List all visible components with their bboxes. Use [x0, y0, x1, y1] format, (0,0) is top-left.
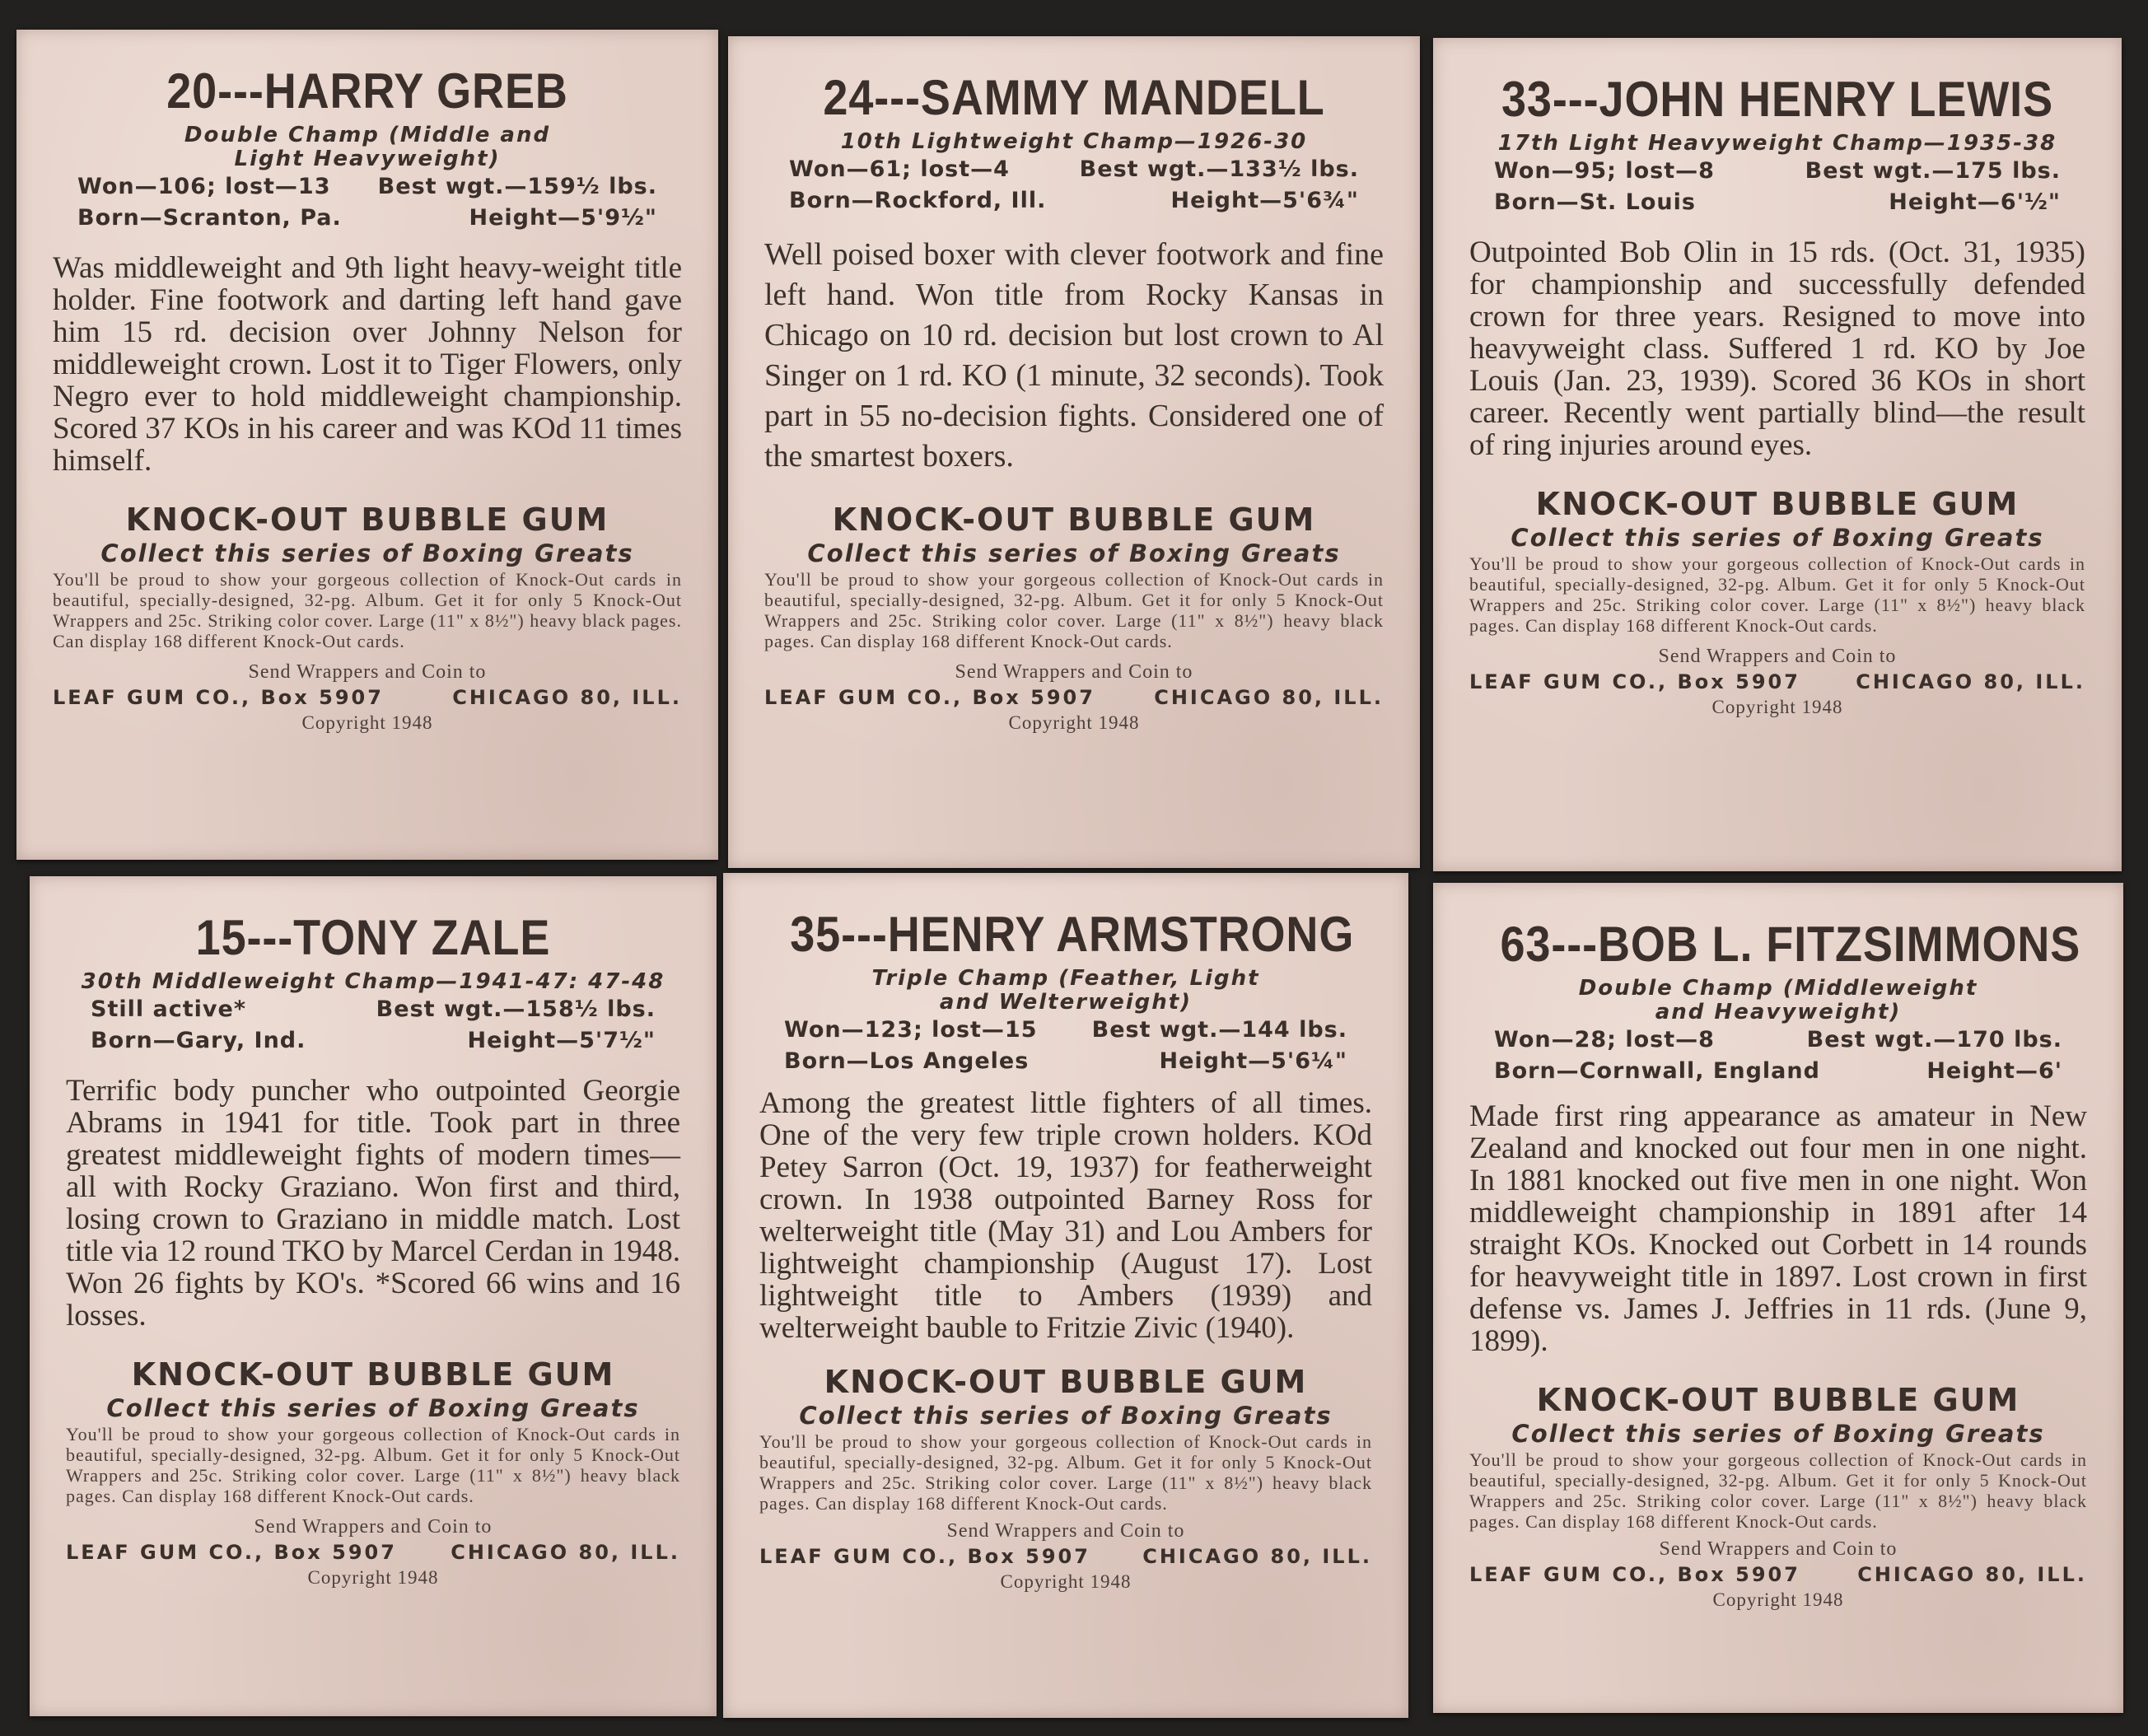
card-sammy-mandell	[728, 36, 1420, 868]
copyright: Copyright 1948	[301, 712, 433, 733]
card-stat-row	[1469, 187, 2085, 218]
album-offer-text: You'll be proud to show your gorgeous collection of Knock-Out cards in beautiful, specially-designed, 32-pg. Album. Get it for only 5 Knock-Out Wrappers and 25c. Striking color cover. Large (11" x 8½") heavy black pages. Can display 168 different Knock-Out cards.	[66, 1424, 680, 1506]
brand-heading: KNOCK-OUT BUBBLE GUM	[1536, 1382, 2020, 1418]
city-address: CHICAGO 80, ILL.	[1154, 686, 1384, 709]
city-address: CHICAGO 80, ILL.	[451, 1541, 680, 1564]
card-henry-armstrong	[723, 873, 1408, 1718]
city-address: CHICAGO 80, ILL.	[1857, 1563, 2087, 1586]
album-offer-text: You'll be proud to show your gorgeous collection of Knock-Out cards in beautiful, specially-designed, 32-pg. Album. Get it for only 5 Knock-Out Wrappers and 25c. Striking color cover. Large (11" x 8½") heavy black pages. Can display 168 different Knock-Out cards.	[1469, 553, 2085, 636]
album-offer-text: You'll be proud to show your gorgeous collection of Knock-Out cards in beautiful, specially-designed, 32-pg. Album. Get it for only 5 Knock-Out Wrappers and 25c. Striking color cover. Large (11" x 8½") heavy black pages. Can display 168 different Knock-Out cards.	[53, 569, 682, 651]
card-champ-line: Triple Champ (Feather, Light and Welterweight)	[871, 966, 1260, 1015]
card-champ-line: 10th Lightweight Champ—1926-30	[840, 129, 1308, 154]
collect-heading: Collect this series of Boxing Greats	[807, 539, 1341, 567]
won-lost: Won—61; lost—4	[789, 156, 1010, 182]
best-weight: Best wgt.—159½ lbs.	[377, 174, 657, 199]
card-stat-row	[759, 1015, 1372, 1046]
card-john-henry-lewis	[1433, 38, 2122, 871]
card-title: 33---JOHN HENRY LEWIS	[1501, 72, 2053, 127]
collect-heading: Collect this series of Boxing Greats	[799, 1402, 1333, 1430]
album-offer-text: You'll be proud to show your gorgeous collection of Knock-Out cards in beautiful, specially-designed, 32-pg. Album. Get it for only 5 Knock-Out Wrappers and 25c. Striking color cover. Large (11" x 8½") heavy black pages. Can display 168 different Knock-Out cards.	[764, 569, 1384, 651]
card-harry-greb	[16, 30, 718, 860]
address-row	[53, 684, 682, 711]
card-title: 24---SAMMY MANDELL	[823, 70, 1325, 125]
best-weight: Best wgt.—158½ lbs.	[376, 996, 656, 1022]
birthplace: Born—Rockford, Ill.	[789, 188, 1047, 213]
won-lost: Won—123; lost—15	[784, 1017, 1038, 1043]
height: Height—5'6¼"	[1159, 1048, 1347, 1074]
card-bio: Was middleweight and 9th light heavy-weight title holder. Fine footwork and darting left hand gave him 15 rd. decision over Johnny Nelson for middleweight crown. Lost it to Tiger Flowers, only Negro ever to hold middleweight championship. Scored 37 KOs in his career and was KOd 11 times himself.	[53, 251, 682, 478]
birthplace: Born—Scranton, Pa.	[77, 205, 342, 231]
copyright: Copyright 1948	[1712, 1589, 1844, 1610]
card-stat-row	[66, 1025, 680, 1057]
card-bio: Well poised boxer with clever footwork and fine left hand. Won title from Rocky Kansas in Chicago on 10 rd. decision but lost crown to Al Singer on 1 rd. KO (1 minute, 32 seconds). Took part in 55 no-decision fights. Considered one of the smartest boxers.	[764, 237, 1384, 474]
card-stat-row	[759, 1046, 1372, 1077]
collect-heading: Collect this series of Boxing Greats	[106, 1394, 640, 1422]
brand-heading: KNOCK-OUT BUBBLE GUM	[1535, 486, 2020, 522]
birthplace: Born—Los Angeles	[784, 1048, 1030, 1074]
address-row	[764, 684, 1384, 711]
won-lost: Won—95; lost—8	[1494, 158, 1715, 184]
won-lost: Won—28; lost—8	[1494, 1027, 1715, 1052]
address-row	[759, 1543, 1372, 1570]
birthplace: Born—Cornwall, England	[1494, 1058, 1820, 1084]
address-row	[1469, 669, 2085, 695]
send-line: Send Wrappers and Coin to	[248, 661, 487, 683]
card-stat-row	[66, 994, 680, 1025]
height: Height—6'	[1926, 1058, 2062, 1084]
card-bio: Outpointed Bob Olin in 15 rds. (Oct. 31, 1935) for championship and successfully defended crown for three years. Resigned to move into heavyweight class. Suffered 1 rd. KO by Joe Louis (Jan. 23, 1939). Scored 36 KOs in short career. Recently went partially blind—the result of ring injuries around eyes.	[1469, 236, 2085, 462]
send-line: Send Wrappers and Coin to	[955, 661, 1193, 683]
height: Height—5'6¾"	[1170, 188, 1359, 213]
card-champ-line: 30th Middleweight Champ—1941-47: 47-48	[81, 969, 665, 994]
company-address: LEAF GUM CO., Box 5907	[66, 1541, 397, 1564]
card-stat-row	[1469, 156, 2085, 187]
copyright: Copyright 1948	[1008, 712, 1140, 733]
won-lost: Won—106; lost—13	[77, 174, 331, 199]
address-row	[66, 1539, 680, 1566]
brand-heading: KNOCK-OUT BUBBLE GUM	[824, 1364, 1308, 1400]
city-address: CHICAGO 80, ILL.	[1856, 670, 2085, 693]
card-bob-fitzsimmons	[1433, 883, 2123, 1713]
card-tony-zale	[30, 876, 717, 1716]
card-stat-row	[1469, 1056, 2087, 1087]
card-bio: Terrific body puncher who outpointed Georgie Abrams in 1941 for title. Took part in three greatest middleweight fights of modern times—all with Rocky Graziano. Won first and third, losing crown to Graziano in middle match. Lost title via 12 round TKO by Marcel Cerdan in 1948. Won 26 fights by KO's. *Scored 66 wins and 16 losses.	[66, 1074, 680, 1332]
height: Height—5'7½"	[467, 1028, 656, 1053]
copyright: Copyright 1948	[307, 1567, 439, 1588]
album-offer-text: You'll be proud to show your gorgeous collection of Knock-Out cards in beautiful, specially-designed, 32-pg. Album. Get it for only 5 Knock-Out Wrappers and 25c. Striking color cover. Large (11" x 8½") heavy black pages. Can display 168 different Knock-Out cards.	[1469, 1449, 2087, 1532]
card-title: 63---BOB L. FITZSIMMONS	[1500, 917, 2081, 972]
brand-heading: KNOCK-OUT BUBBLE GUM	[832, 502, 1316, 538]
height: Height—6'½"	[1889, 189, 2061, 215]
company-address: LEAF GUM CO., Box 5907	[759, 1545, 1090, 1568]
best-weight: Best wgt.—170 lbs.	[1806, 1027, 2062, 1052]
company-address: LEAF GUM CO., Box 5907	[764, 686, 1095, 709]
card-champ-line: Double Champ (Middleweight and Heavyweight)	[1578, 976, 1978, 1024]
brand-heading: KNOCK-OUT BUBBLE GUM	[131, 1356, 615, 1393]
card-stat-row	[764, 154, 1384, 185]
copyright: Copyright 1948	[1000, 1571, 1132, 1592]
won-lost: Still active*	[91, 996, 246, 1022]
send-line: Send Wrappers and Coin to	[1659, 1538, 1898, 1560]
card-champ-line: Double Champ (Middle and Light Heavyweight)	[184, 123, 551, 171]
brand-heading: KNOCK-OUT BUBBLE GUM	[125, 502, 609, 538]
birthplace: Born—St. Louis	[1494, 189, 1696, 215]
card-bio: Among the greatest little fighters of all times. One of the very few triple crown holders. KOd Petey Sarron (Oct. 19, 1937) for featherweight crown. In 1938 outpointed Barney Ross for welterweight title (May 31) and Lou Ambers for lightweight championship (August 17). Lost lightweight title to Ambers (1939) and welterweight bauble to Fritzie Zivic (1940).	[759, 1086, 1372, 1345]
collect-heading: Collect this series of Boxing Greats	[1511, 524, 2044, 552]
send-line: Send Wrappers and Coin to	[1658, 646, 1897, 667]
birthplace: Born—Gary, Ind.	[91, 1028, 306, 1053]
card-stat-row	[53, 171, 682, 203]
card-title: 35---HENRY ARMSTRONG	[790, 907, 1355, 962]
copyright: Copyright 1948	[1711, 697, 1843, 717]
best-weight: Best wgt.—175 lbs.	[1805, 158, 2061, 184]
best-weight: Best wgt.—133½ lbs.	[1079, 156, 1359, 182]
card-champ-line: 17th Light Heavyweight Champ—1935-38	[1497, 131, 2057, 156]
send-line: Send Wrappers and Coin to	[254, 1516, 493, 1538]
collect-heading: Collect this series of Boxing Greats	[100, 539, 634, 567]
collect-heading: Collect this series of Boxing Greats	[1511, 1420, 2045, 1448]
send-line: Send Wrappers and Coin to	[946, 1520, 1185, 1542]
city-address: CHICAGO 80, ILL.	[1142, 1545, 1372, 1568]
company-address: LEAF GUM CO., Box 5907	[1469, 670, 1800, 693]
address-row	[1469, 1561, 2087, 1588]
card-stat-row	[1469, 1024, 2087, 1056]
card-title: 15---TONY ZALE	[195, 910, 551, 965]
city-address: CHICAGO 80, ILL.	[452, 686, 682, 709]
card-bio: Made first ring appearance as amateur in New Zealand and knocked out four men in one night. In 1881 knocked out five men in one night. Won middleweight championship in 1891 after 14 straight KOs. Knocked out Corbett in 14 rounds for heavyweight title in 1897. Lost crown in first defense vs. James J. Jeffries in 11 rds. (June 9, 1899).	[1469, 1099, 2087, 1358]
card-stat-row	[764, 185, 1384, 217]
card-stat-row	[53, 203, 682, 234]
height: Height—5'9½"	[469, 205, 657, 231]
company-address: LEAF GUM CO., Box 5907	[53, 686, 384, 709]
company-address: LEAF GUM CO., Box 5907	[1469, 1563, 1800, 1586]
album-offer-text: You'll be proud to show your gorgeous collection of Knock-Out cards in beautiful, specially-designed, 32-pg. Album. Get it for only 5 Knock-Out Wrappers and 25c. Striking color cover. Large (11" x 8½") heavy black pages. Can display 168 different Knock-Out cards.	[759, 1431, 1372, 1514]
card-title: 20---HARRY GREB	[166, 63, 568, 119]
best-weight: Best wgt.—144 lbs.	[1091, 1017, 1347, 1043]
